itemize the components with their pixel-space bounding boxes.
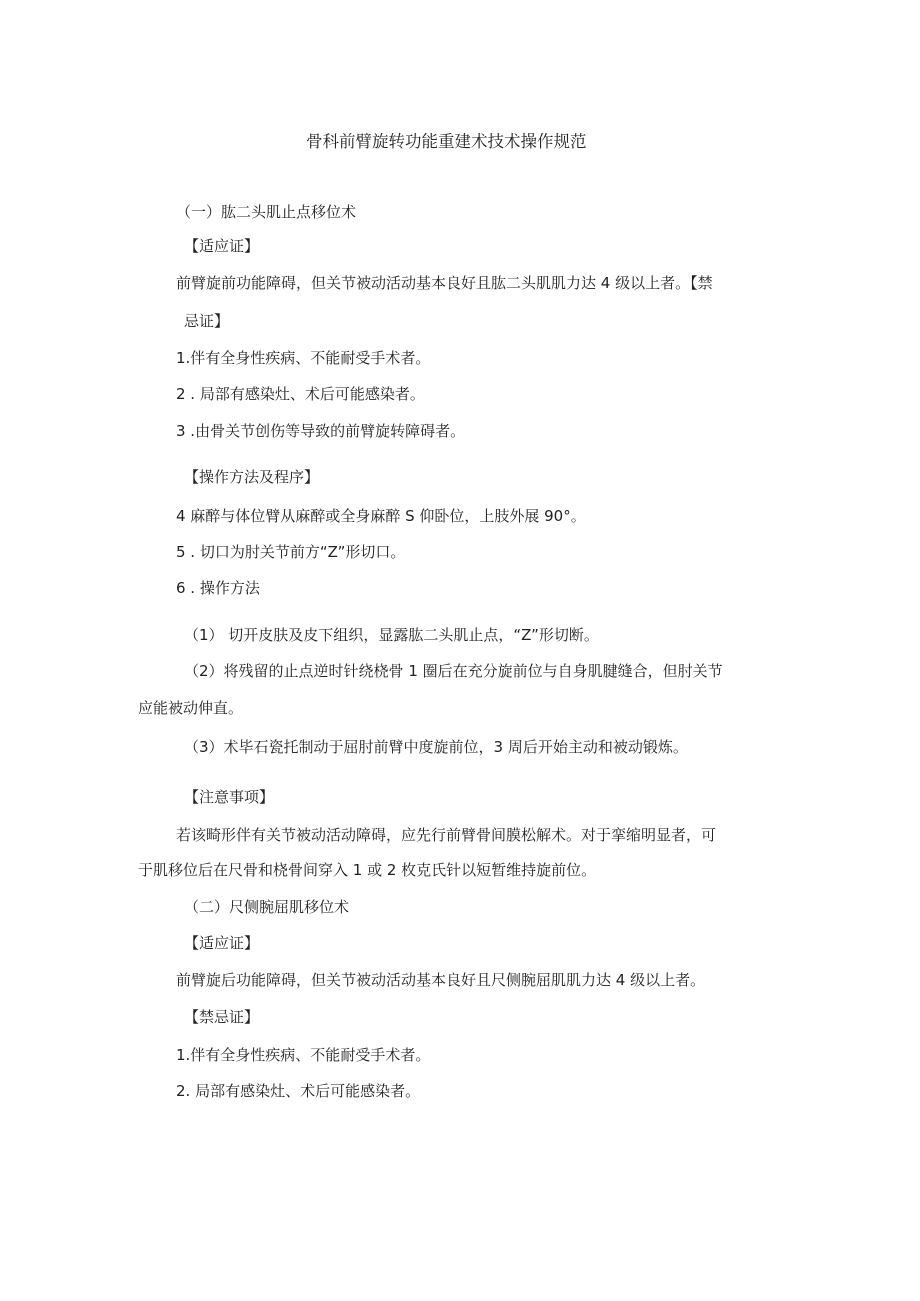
contraindication-item-2: 2 . 局部有感染灶、术后可能感染者。 <box>176 385 425 403</box>
page-title: 骨科前臂旋转功能重建术技术操作规范 <box>306 132 587 151</box>
method-step-6: 6 . 操作方法 <box>176 579 260 597</box>
procedure-substep-2-line1: （2）将残留的止点逆时针绕桡骨 1 圈后在充分旋前位与自身肌腱缝合，但肘关节 <box>184 662 723 680</box>
contraindication-item-3: 3 .由骨关节创伤等导致的前臂旋转障碍者。 <box>176 422 466 440</box>
procedure-substep-3: （3）术毕石瓷托制动于屈肘前臂中度旋前位，3 周后开始主动和被动锻炼。 <box>184 738 688 756</box>
contraindication-2-item-2: 2. 局部有感染灶、术后可能感染者。 <box>176 1082 421 1100</box>
section-heading-1: （一）肱二头肌止点移位术 <box>176 203 357 221</box>
method-step-5: 5 . 切口为肘关节前方“Z”形切口。 <box>176 543 406 561</box>
notes-label: 【注意事项】 <box>184 788 275 806</box>
method-label: 【操作方法及程序】 <box>184 468 320 486</box>
indication-label-2: 【适应证】 <box>184 934 260 952</box>
procedure-substep-1: （1） 切开皮肤及皮下组织，显露肱二头肌止点，“Z”形切断。 <box>184 626 599 644</box>
contraindication-label-2: 【禁忌证】 <box>184 1008 260 1026</box>
notes-text-line2: 于肌移位后在尺骨和桡骨间穿入 1 或 2 枚克氏针以短暂维持旋前位。 <box>138 861 597 879</box>
notes-text-line1: 若该畸形伴有关节被动活动障碍，应先行前臂骨间膜松解术。对于挛缩明显者，可 <box>176 826 717 844</box>
procedure-substep-2-line2: 应能被动伸直。 <box>138 699 244 717</box>
method-step-4: 4 麻醉与体位臂从麻醉或全身麻醉 S 仰卧位，上肢外展 90°。 <box>176 507 586 525</box>
indication-label-1: 【适应证】 <box>184 237 260 255</box>
indication-text-2: 前臂旋后功能障碍，但关节被动活动基本良好且尺侧腕屈肌肌力达 4 级以上者。 <box>176 971 706 989</box>
contraindication-item-1: 1.伴有全身性疾病、不能耐受手术者。 <box>176 349 431 367</box>
indication-text-1-line2: 忌证】 <box>184 312 230 330</box>
section-heading-2: （二）尺侧腕屈肌移位术 <box>184 898 350 916</box>
indication-text-1-line1: 前臂旋前功能障碍，但关节被动活动基本良好且肱二头肌肌力达 4 级以上者。【禁 <box>176 274 713 292</box>
contraindication-2-item-1: 1.伴有全身性疾病、不能耐受手术者。 <box>176 1046 431 1064</box>
